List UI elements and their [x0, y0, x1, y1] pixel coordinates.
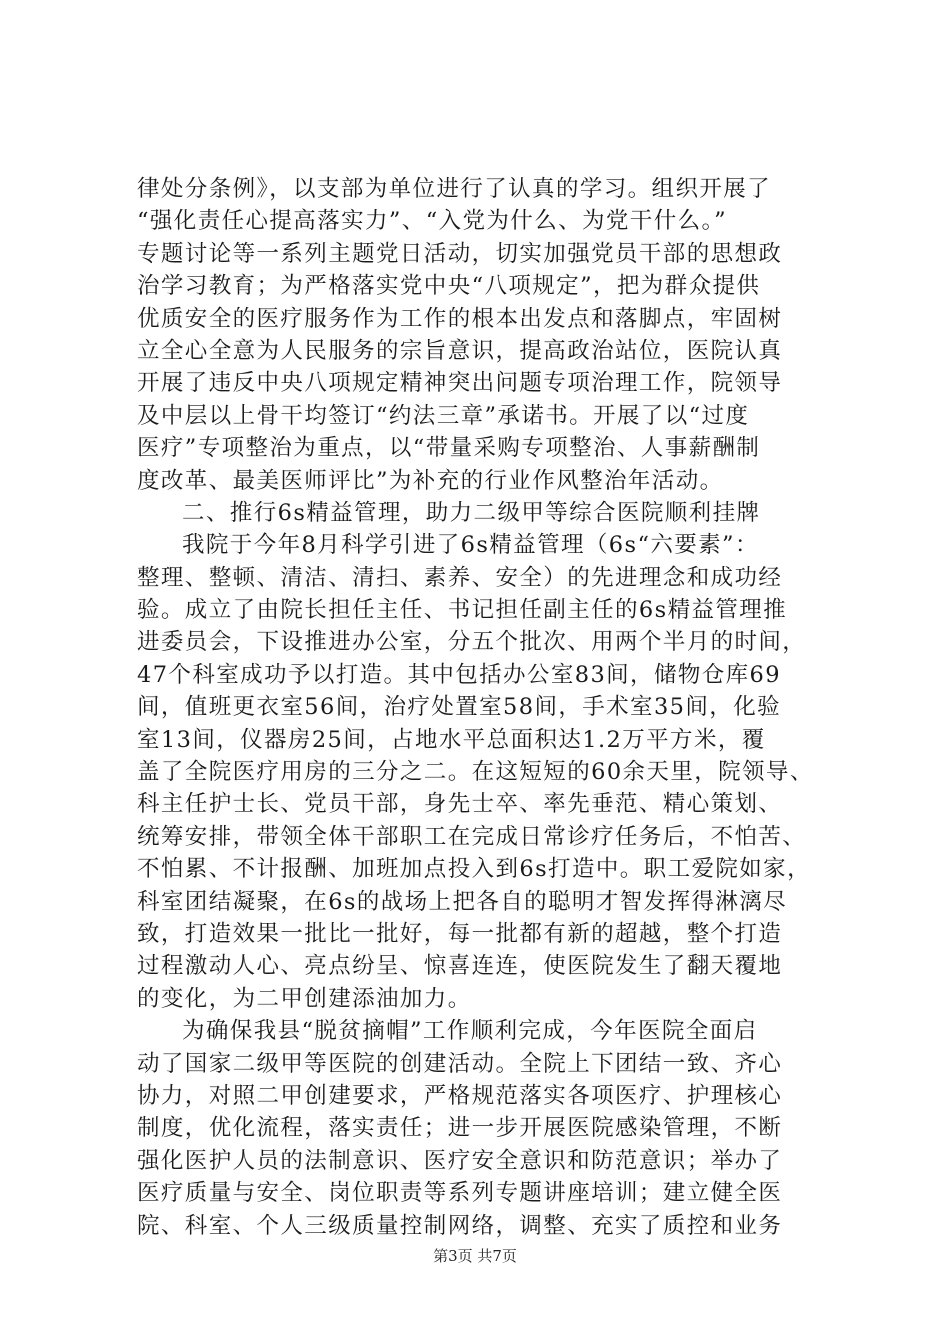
text-line: 医疗”专项整治为重点，以“带量采购专项整治、人事薪酬制	[137, 435, 761, 462]
text-line: 间，值班更衣室56间，治疗处置室58间，手术室35间，化验	[137, 694, 781, 721]
text-line: “强化责任心提高落实力”、“入党为什么、为党干什么。”	[137, 208, 728, 235]
text-line: 及中层以上骨干均签订“约法三章”承诺书。开展了以“过度	[137, 402, 750, 429]
document-body	[137, 173, 827, 1242]
text-line: 过程激动人心、亮点纷呈、惊喜连连，使医院发生了翻天覆地	[137, 953, 783, 980]
text-line: 专题讨论等一系列主题党日活动，切实加强党员干部的思想政	[137, 240, 783, 267]
text-line: 为确保我县“脱贫摘帽”工作顺利完成，今年医院全面启	[182, 1018, 758, 1045]
text-line: 治学习教育；为严格落实党中央“八项规定”，把为群众提供	[137, 273, 761, 300]
text-line: 整理、整顿、清洁、清扫、素养、安全）的先进理念和成功经	[137, 564, 783, 591]
text-line: 统筹安排，带领全体干部职工在完成日常诊疗任务后，不怕苦、	[137, 823, 807, 850]
page-footer: 第3页 共7页	[433, 1247, 517, 1265]
text-line: 医疗质量与安全、岗位职责等系列专题讲座培训；建立健全医	[137, 1180, 783, 1207]
text-line: 进委员会，下设推进办公室，分五个批次、用两个半月的时间，	[137, 629, 807, 656]
text-line: 制度，优化流程，落实责任；进一步开展医院感染管理，不断	[137, 1115, 783, 1142]
text-line: 的变化，为二甲创建添油加力。	[137, 985, 472, 1012]
text-line: 协力，对照二甲创建要求，严格规范落实各项医疗、护理核心	[137, 1082, 783, 1109]
text-line: 盖了全院医疗用房的三分之二。在这短短的60余天里，院领导、	[137, 759, 814, 786]
text-line: 二、推行6s精益管理，助力二级甲等综合医院顺利挂牌	[182, 499, 761, 526]
text-line: 室13间，仪器房25间，占地水平总面积达1.2万平方米，覆	[137, 726, 766, 753]
text-line: 立全心全意为人民服务的宗旨意识，提高政治站位，医院认真	[137, 337, 783, 364]
text-line: 开展了违反中央八项规定精神突出问题专项治理工作，院领导	[137, 370, 783, 397]
text-line: 优质安全的医疗服务作为工作的根本出发点和落脚点，牢固树	[137, 305, 783, 332]
text-line: 验。成立了由院长担任主任、书记担任副主任的6s精益管理推	[137, 597, 788, 624]
text-line: 动了国家二级甲等医院的创建活动。全院上下团结一致、齐心	[137, 1050, 783, 1077]
text-line: 不怕累、不计报酬、加班加点投入到6s打造中。职工爱院如家，	[137, 856, 811, 883]
text-line: 我院于今年8月科学引进了6s精益管理（6s“六要素”：	[182, 532, 759, 559]
text-line: 科主任护士长、党员干部，身先士卒、率先垂范、精心策划、	[137, 791, 783, 818]
text-line: 强化医护人员的法制意识、医疗安全意识和防范意识；举办了	[137, 1147, 783, 1174]
text-line: 47个科室成功予以打造。其中包括办公室83间，储物仓库69	[137, 661, 781, 688]
text-line: 律处分条例》，以支部为单位进行了认真的学习。组织开展了	[137, 176, 772, 202]
text-line: 度改革、最美医师评比”为补充的行业作风整治年活动。	[137, 467, 724, 494]
text-line: 院、科室、个人三级质量控制网络，调整、充实了质控和业务	[137, 1212, 783, 1239]
text-line: 致，打造效果一批比一批好，每一批都有新的超越，整个打造	[137, 920, 783, 947]
text-line: 科室团结凝聚，在6s的战场上把各自的聪明才智发挥得淋漓尽	[137, 888, 788, 915]
